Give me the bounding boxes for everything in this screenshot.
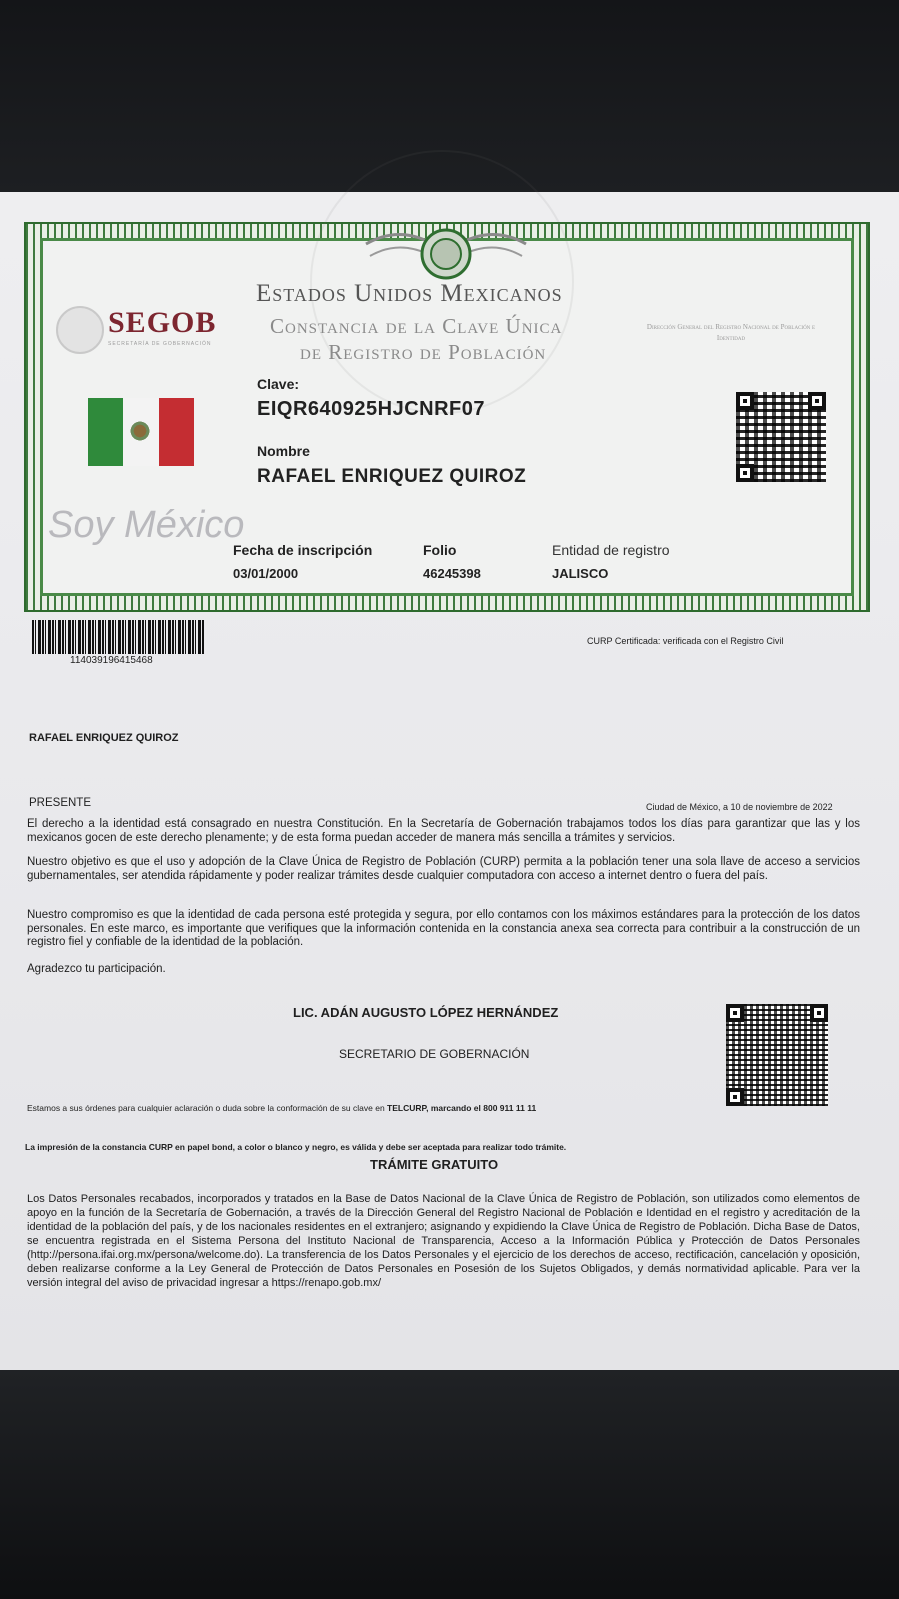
letter-paragraph-3: Nuestro compromiso es que la identidad de cada persona esté protegida y segura, por ello contamos con los máximos estándares para la protección de los datos personales. En este marco, es importante que verifiques que la información contenida en la constancia anexa sea correcta para contribuir a la construcción de un registro fiel y confiable de la identidad de la población.	[27, 909, 860, 948]
country-title: Estados Unidos Mexicanos	[256, 280, 563, 307]
letter-date: Ciudad de México, a 10 de noviembre de 2022	[646, 802, 833, 812]
directorate-name: Dirección General del Registro Nacional de Población e Identidad	[646, 323, 816, 342]
nombre-label: Nombre	[257, 443, 310, 459]
letter-paragraph-2: Nuestro objetivo es que el uso y adopción de la Clave Única de Registro de Población (CURP) permita a la población tener una sola llave de acceso a servicios gubernamentales, ser atendida rápidamente y poder realizar trámites desde cualquier computadora con acceso a internet dentro o fuera del país.	[27, 856, 860, 882]
fecha-value: 03/01/2000	[233, 566, 299, 581]
privacy-notice: Los Datos Personales recabados, incorporados y tratados en la Base de Datos Nacional de la Clave Única de Registro de Población, son utilizados como elementos de apoyo en la función de la Secretaría de Gobernación, a través de la Dirección General del Registro Nacional de Población e Identidad en el registro y acreditación de la identidad de la población del país, y de los nacionales residentes en el extranjero; asignando y expidiendo la Clave Única de Registro de Población. Dicha Base de Datos, se encuentra registrada en el Sistema Persona del Instituto Nacional de Transparencia, Acceso a la Información Pública y Protección de Datos Personales (http://persona.ifai.org.mx/persona/welcome.do). La transferencia de los Datos Personales y el ejercicio de los derechos de acceso, rectificación, cancelación y oposición, deben realizarse conforme a la Ley General de Protección de Datos Personales en Posesión de los Sujetos Obligados, y demás normatividad aplicable. Para ver la versión integral del aviso de privacidad ingresar a https://renapo.gob.mx/	[27, 1193, 860, 1289]
curp-barcode	[32, 620, 204, 654]
folio-value: 46245398	[423, 566, 481, 581]
free-procedure: TRÁMITE GRATUITO	[370, 1157, 499, 1172]
letter-thanks: Agradezco tu participación.	[27, 963, 166, 975]
letter-presente: PRESENTE	[29, 797, 91, 809]
folio-label: Folio	[423, 542, 457, 558]
contact-text: Estamos a sus órdenes para cualquier aclaración o duda sobre la conformación de su clave en	[27, 1103, 388, 1113]
nombre-value: RAFAEL ENRIQUEZ QUIROZ	[257, 466, 527, 487]
letter-paragraph-1: El derecho a la identidad está consagrado en nuestra Constitución. En la Secretaría de Gobernación trabajamos todos los días para garantizar que las y los mexicanos gocen de este derecho plenamente; y de esta forma puedan acceder de manera más sencilla a trámites y servicios.	[27, 818, 860, 844]
signer-title: SECRETARIO DE GOBERNACIÓN	[339, 1047, 530, 1061]
clave-value: EIQR640925HJCNRF07	[257, 398, 485, 420]
mexican-flag-icon	[88, 398, 194, 466]
letter-qr-code	[726, 1004, 828, 1106]
fecha-label: Fecha de inscripción	[233, 542, 373, 558]
document-title-line2: de Registro de Población	[300, 340, 547, 364]
segob-subtitle: SECRETARÍA DE GOBERNACIÓN	[108, 341, 212, 347]
signer-name: LIC. ADÁN AUGUSTO LÓPEZ HERNÁNDEZ	[293, 1005, 559, 1020]
print-validity-note: La impresión de la constancia CURP en papel bond, a color o blanco y negro, es válida y debe ser aceptada para realizar todo trámite.	[25, 1142, 567, 1152]
telcurp-number: TELCURP, marcando el 800 911 11 11	[387, 1103, 537, 1113]
barcode-number: 114039196415468	[70, 655, 153, 666]
entidad-value: JALISCO	[552, 566, 609, 581]
photo-background-bottom	[0, 1370, 899, 1599]
slogan: Soy México	[48, 504, 245, 546]
segob-logo: SEGOB	[108, 306, 217, 339]
contact-note	[27, 1103, 536, 1113]
letter-recipient: RAFAEL ENRIQUEZ QUIROZ	[29, 732, 179, 744]
segob-seal-icon	[56, 306, 104, 354]
certified-note: CURP Certificada: verificada con el Registro Civil	[587, 636, 784, 646]
entidad-label: Entidad de registro	[552, 542, 670, 558]
document-title-line1: Constancia de la Clave Única	[270, 314, 563, 338]
certificate-qr-code	[736, 392, 826, 482]
clave-label: Clave:	[257, 376, 300, 392]
